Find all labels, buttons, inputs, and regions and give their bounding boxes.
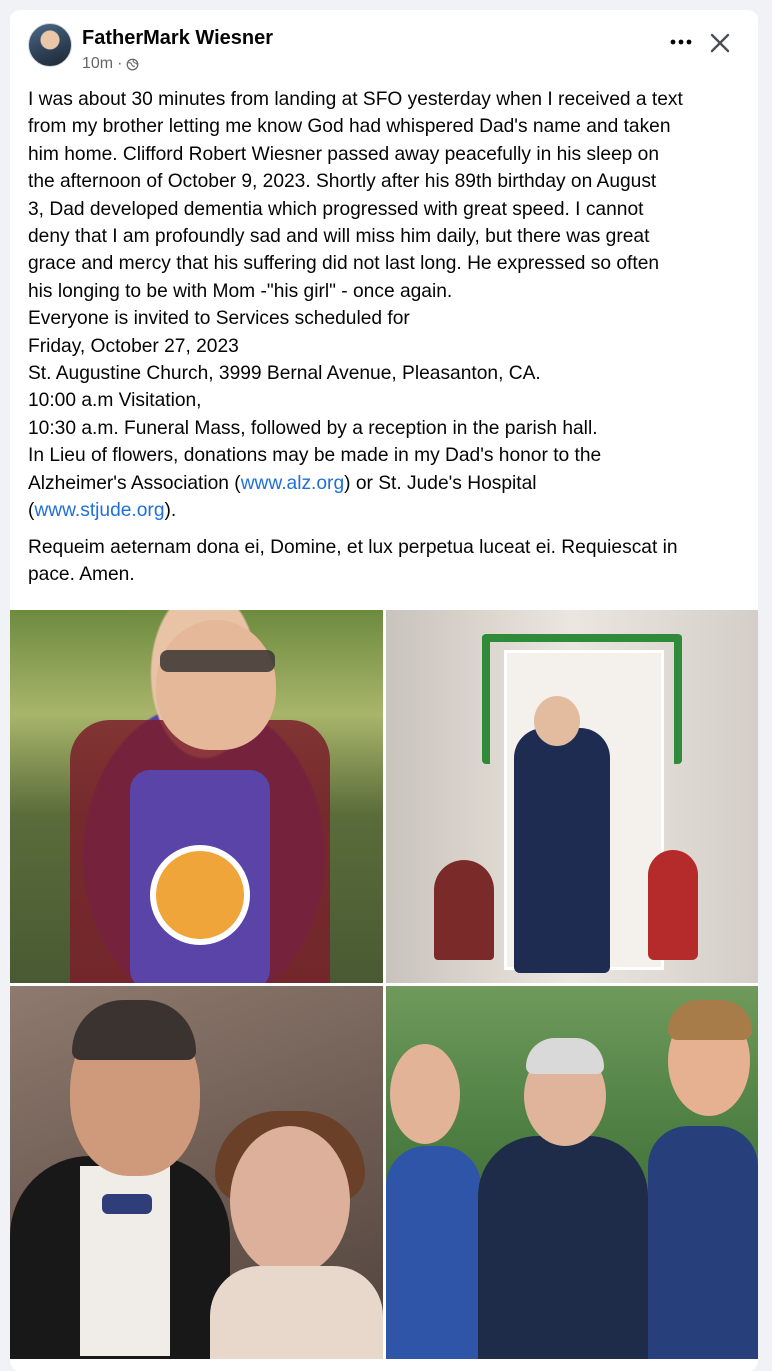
photo-shape [102, 1194, 152, 1214]
close-button[interactable] [705, 28, 735, 58]
photo-couple[interactable] [10, 986, 383, 1359]
post-line: I was about 30 minutes from landing at SFO yesterday when I received a text [28, 89, 683, 110]
post-line: In Lieu of flowers, donations may be made in my Dad's honor to the [28, 445, 602, 467]
post-line: St. Augustine Church, 3999 Bernal Avenue, Pleasanton, CA. [28, 363, 541, 385]
post-line: the afternoon of October 9, 2023. Shortly after his 89th birthday on August [28, 171, 657, 193]
post-line-closing: Requeim aeternam dona ei, Domine, et lux perpetua luceat ei. Requiescat in [28, 536, 678, 558]
post-line: his longing to be with Mom -"his girl" - once again. [28, 280, 453, 302]
post-line-alz [28, 470, 746, 497]
photo-shape [668, 1000, 752, 1040]
photo-shape [534, 696, 580, 746]
post-time[interactable]: 10m [82, 55, 114, 72]
photo-shape [386, 1146, 481, 1359]
stjude-link[interactable]: www.stjude.org [34, 500, 165, 522]
post-meta [82, 55, 139, 73]
photo-shape [230, 1126, 350, 1276]
photo-grand-champions[interactable] [10, 610, 383, 983]
photo-shape [72, 1000, 196, 1060]
alz-link[interactable]: www.alz.org [240, 472, 345, 494]
stjude-prefix: ( [28, 500, 35, 522]
post-line: Friday, October 27, 2023 [28, 335, 239, 357]
photo-shape [156, 620, 276, 750]
post-line: deny that I am profoundly sad and will miss him daily, but there was great [28, 226, 650, 248]
stjude-suffix: ). [164, 500, 177, 522]
avatar[interactable] [28, 23, 72, 67]
photo-shape [150, 845, 250, 945]
post-line: from my brother letting me know God had whispered Dad's name and taken [28, 116, 671, 138]
photo-shape [390, 1044, 460, 1144]
photo-shape [160, 650, 275, 672]
post-line-stjude [28, 497, 746, 524]
post-body [28, 86, 746, 588]
photo-shape [514, 728, 610, 973]
post-line: 10:30 a.m. Funeral Mass, followed by a reception in the parish hall. [28, 417, 598, 439]
post-line-closing: pace. Amen. [28, 563, 135, 585]
photo-christmas-door[interactable] [386, 610, 758, 983]
post-line: him home. Clifford Robert Wiesner passed away peacefully in his sleep on [28, 143, 660, 165]
photo-shape [648, 850, 698, 960]
photo-shape [210, 1266, 383, 1359]
photo-three-men[interactable] [386, 986, 758, 1359]
post-line: 3, Dad developed dementia which progressed with great speed. I cannot [28, 198, 644, 220]
post-card [10, 10, 758, 1371]
post-line: 10:00 a.m Visitation, [28, 390, 202, 412]
post-line: Everyone is invited to Services scheduled for [28, 308, 410, 330]
photo-shape [434, 860, 494, 960]
meta-separator: · [117, 55, 123, 72]
alz-prefix: Alzheimer's Association ( [28, 472, 241, 494]
paragraph-gap [28, 525, 746, 534]
photo-shape [526, 1038, 604, 1074]
photo-shape [478, 1136, 648, 1359]
globe-icon[interactable] [126, 58, 139, 71]
more-options-button[interactable] [665, 30, 697, 54]
close-icon [705, 28, 735, 58]
more-options-icon [665, 30, 697, 54]
author-name[interactable]: FatherMark Wiesner [82, 27, 273, 49]
post-header [10, 10, 758, 85]
post-line: grace and mercy that his suffering did not last long. He expressed so often [28, 253, 660, 275]
alz-suffix: ) or St. Jude's Hospital [344, 472, 537, 494]
photo-shape [648, 1126, 758, 1359]
